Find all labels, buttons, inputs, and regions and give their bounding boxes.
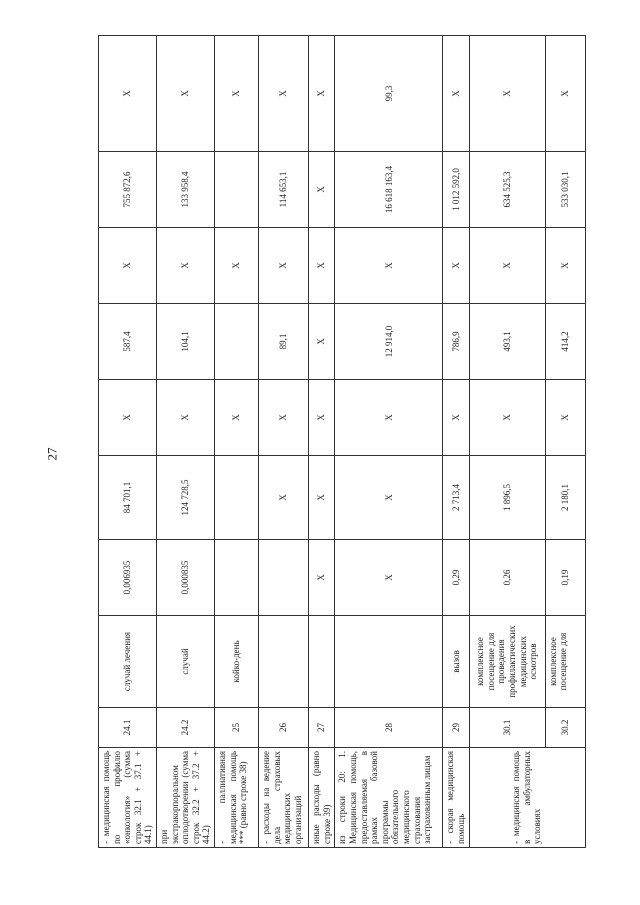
value-cell: X <box>469 228 545 304</box>
value-cell <box>215 152 259 228</box>
value-cell: 2 180,1 <box>545 456 585 540</box>
value-cell: 634 525,3 <box>469 152 545 228</box>
unit-cell: комплексное посещение для <box>545 616 585 708</box>
value-cell: X <box>443 228 469 304</box>
value-cell: 587,4 <box>99 304 157 380</box>
row-number: 24.2 <box>157 708 215 748</box>
value-cell: 2 713,4 <box>443 456 469 540</box>
value-cell: X <box>215 228 259 304</box>
value-cell: 16 618 163,4 <box>335 152 443 228</box>
row-number: 29 <box>443 708 469 748</box>
unit-cell <box>309 616 335 708</box>
value-cell: X <box>259 380 309 456</box>
value-cell: X <box>469 36 545 152</box>
table-row <box>309 36 335 848</box>
value-cell: 533 030,1 <box>545 152 585 228</box>
unit-cell: койко-день <box>215 616 259 708</box>
value-cell: 0,29 <box>443 540 469 616</box>
value-cell: 786,9 <box>443 304 469 380</box>
unit-cell <box>335 616 443 708</box>
value-cell <box>215 540 259 616</box>
value-cell: X <box>99 36 157 152</box>
value-cell: X <box>99 380 157 456</box>
table-row <box>99 36 157 848</box>
value-cell: X <box>469 380 545 456</box>
row-name: - медицинская помощь по профилю «онкология» (сумма строк 32.1 + 37.1 + 44.1) <box>99 748 157 848</box>
value-cell: X <box>443 36 469 152</box>
value-cell: 414,2 <box>545 304 585 380</box>
value-cell: X <box>443 380 469 456</box>
unit-cell: комплексное посещение для проведения профилактических медицинских осмотров <box>469 616 545 708</box>
row-name: из строки 20: 1. Медицинская помощь, предоставляемая в рамках базовой программы обязательного медицинского страхования застрахованным лицам <box>335 748 443 848</box>
unit-cell: вызов <box>443 616 469 708</box>
row-name: иные расходы (равно строке 39) <box>309 748 335 848</box>
row-number: 26 <box>259 708 309 748</box>
value-cell <box>215 304 259 380</box>
row-number: 27 <box>309 708 335 748</box>
value-cell: X <box>335 456 443 540</box>
value-cell: 0,26 <box>469 540 545 616</box>
value-cell: 1 896,5 <box>469 456 545 540</box>
value-cell: X <box>309 36 335 152</box>
value-cell: 104,1 <box>157 304 215 380</box>
value-cell: X <box>215 36 259 152</box>
value-cell: 133 958,4 <box>157 152 215 228</box>
group-row-name: - медицинская помощь в амбулаторных условиях <box>469 748 585 848</box>
value-cell: 493,1 <box>469 304 545 380</box>
value-cell: 89,1 <box>259 304 309 380</box>
value-cell: X <box>335 228 443 304</box>
table-row <box>443 36 469 848</box>
value-cell: 99,3 <box>335 36 443 152</box>
value-cell: X <box>259 228 309 304</box>
page-number: 27 <box>44 447 60 461</box>
value-cell: X <box>335 540 443 616</box>
table-row <box>469 36 545 848</box>
value-cell: X <box>157 36 215 152</box>
value-cell: X <box>309 228 335 304</box>
row-name: при экстракорпоральном оплодотворении (сумма строк 32.2 + 37.2 + 44.2) <box>157 748 215 848</box>
value-cell: X <box>309 380 335 456</box>
value-cell: 114 653,1 <box>259 152 309 228</box>
value-cell: X <box>309 304 335 380</box>
value-cell: X <box>259 36 309 152</box>
row-number: 30.2 <box>545 708 585 748</box>
value-cell: X <box>259 456 309 540</box>
value-cell: 84 701,1 <box>99 456 157 540</box>
value-cell: 12 914,0 <box>335 304 443 380</box>
value-cell: X <box>309 152 335 228</box>
value-cell: 0,19 <box>545 540 585 616</box>
value-cell: 1 012 592,0 <box>443 152 469 228</box>
row-name: - скорая медицинская помощь <box>443 748 469 848</box>
row-name: - расходы на ведение дела страховых медицинских организаций <box>259 748 309 848</box>
value-cell: 755 872,6 <box>99 152 157 228</box>
unit-cell: случай <box>157 616 215 708</box>
table-row <box>157 36 215 848</box>
rotated-table-container <box>98 36 568 848</box>
value-cell: X <box>335 380 443 456</box>
row-number: 24.1 <box>99 708 157 748</box>
row-number: 30.1 <box>469 708 545 748</box>
table-row <box>215 36 259 848</box>
value-cell: X <box>157 228 215 304</box>
value-cell: X <box>545 380 585 456</box>
value-cell <box>215 456 259 540</box>
table-row <box>545 36 585 848</box>
unit-cell: случай лечения <box>99 616 157 708</box>
value-cell: 124 728,5 <box>157 456 215 540</box>
row-number: 25 <box>215 708 259 748</box>
value-cell: X <box>309 540 335 616</box>
value-cell: X <box>545 228 585 304</box>
value-cell: 0,006935 <box>99 540 157 616</box>
value-cell: X <box>215 380 259 456</box>
value-cell: X <box>545 36 585 152</box>
table-row <box>259 36 309 848</box>
row-number: 28 <box>335 708 443 748</box>
row-name: - паллиативная медицинская помощь *** (равно строке 38) <box>215 748 259 848</box>
value-cell: X <box>157 380 215 456</box>
financing-table <box>98 35 586 848</box>
value-cell: X <box>99 228 157 304</box>
value-cell: X <box>309 456 335 540</box>
value-cell: 0,000835 <box>157 540 215 616</box>
table-row <box>335 36 443 848</box>
unit-cell <box>259 616 309 708</box>
value-cell <box>259 540 309 616</box>
